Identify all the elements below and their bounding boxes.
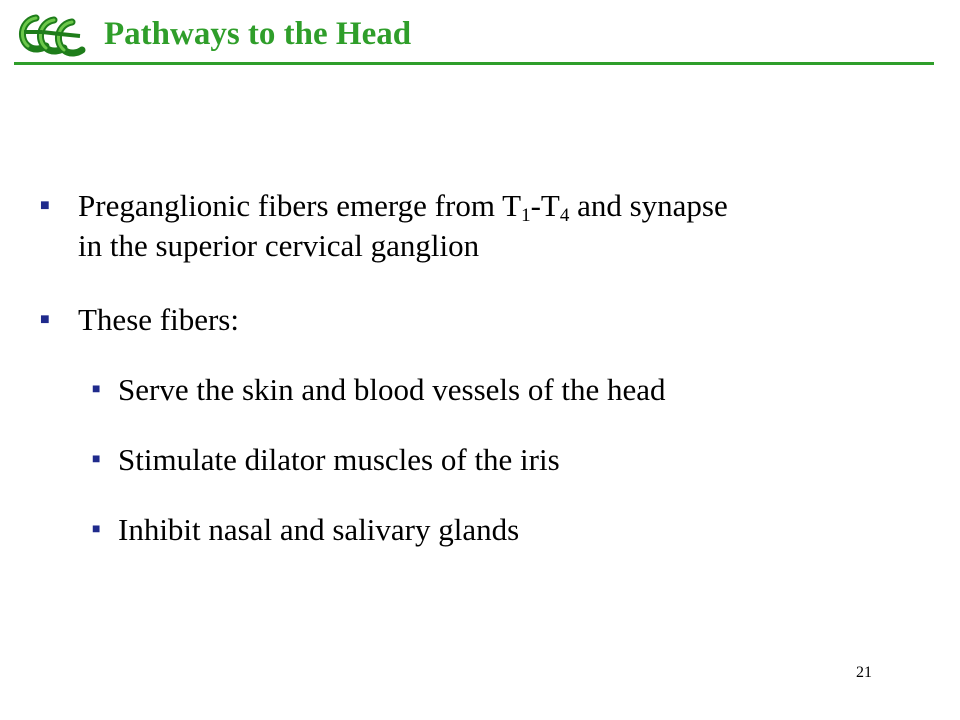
bullet-preganglionic-fibers <box>40 186 930 266</box>
sub-bullet-text: Serve the skin and blood vessels of the head <box>118 372 666 407</box>
sub-bullet-text: Inhibit nasal and salivary glands <box>118 512 520 547</box>
bullet-text-part-b: -T <box>530 188 560 223</box>
square-bullet-icon: ■ <box>40 311 50 328</box>
sub-bullet-skin-vessels <box>40 370 930 410</box>
square-bullet-icon: ■ <box>40 197 50 214</box>
bullet-text-line2: in the superior cervical ganglion <box>78 228 480 263</box>
square-bullet-icon: ■ <box>92 522 101 537</box>
bullet-text: These fibers: <box>78 302 239 337</box>
sub-bullet-nasal-salivary <box>40 510 930 550</box>
bullet-these-fibers <box>40 300 930 340</box>
subscript-1: 1 <box>521 205 531 226</box>
title-divider <box>14 62 934 65</box>
sub-bullet-text: Stimulate dilator muscles of the iris <box>118 442 560 477</box>
sub-bullet-dilator-muscles <box>40 440 930 480</box>
bullet-text-part-a: Preganglionic fibers emerge from T <box>78 188 522 223</box>
square-bullet-icon: ■ <box>92 382 101 397</box>
square-bullet-icon: ■ <box>92 452 101 467</box>
slide-content <box>40 186 930 550</box>
page-number: 21 <box>856 664 872 681</box>
slide-title: Pathways to the Head <box>104 16 412 52</box>
subscript-4: 4 <box>559 205 570 226</box>
ecc-logo-icon <box>14 8 94 60</box>
bullet-text-part-c: and synapse <box>569 188 728 223</box>
